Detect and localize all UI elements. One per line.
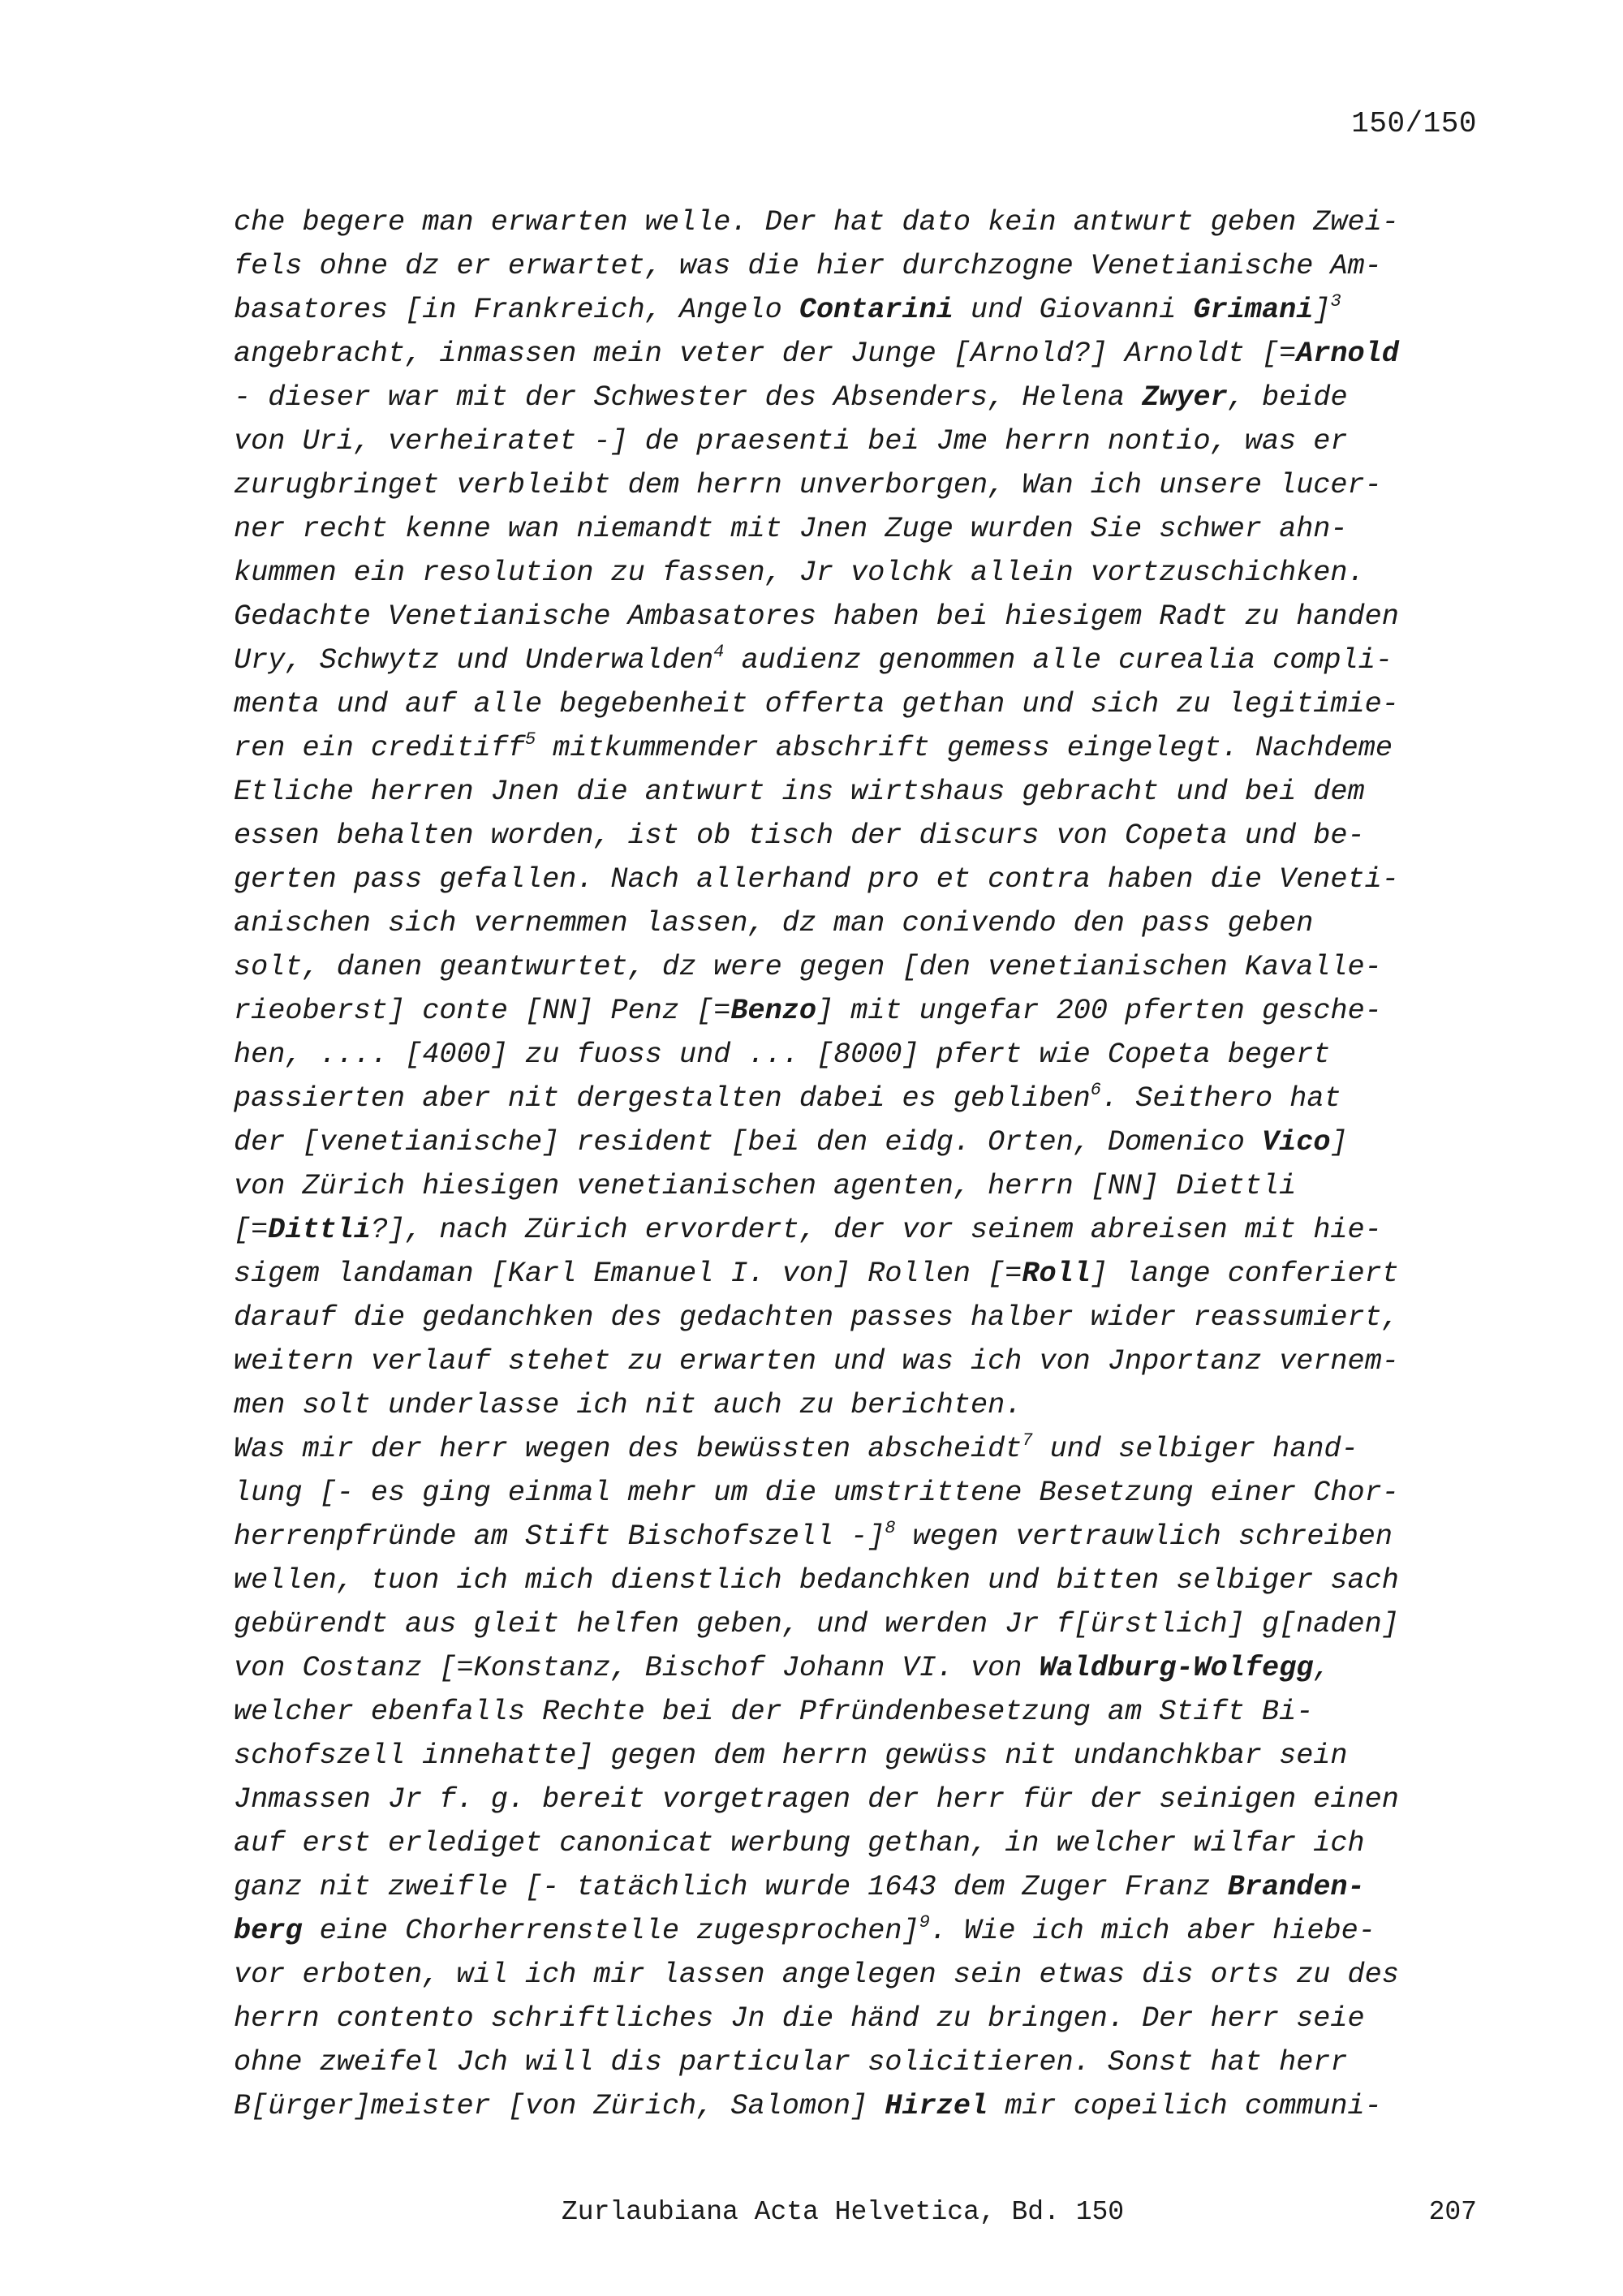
text-line [234,376,1483,419]
body-text [234,200,1483,2128]
text-segment: anischen sich vernemmen lassen, dz man conivendo den pass geben [234,907,1314,939]
text-line [234,419,1483,463]
text-line [234,726,1483,770]
text-line [234,1252,1483,1296]
text-segment: men solt underlasse ich nit auch zu berichten. [234,1389,1022,1421]
text-segment: herrenpfründe am Stift Bischofszell -] [234,1520,885,1553]
text-segment: vor erboten, wil ich mir lassen angelegen sein etwas dis orts zu des [234,1958,1399,1991]
text-segment: [= [234,1214,269,1246]
text-segment: schofszell innehatte] gegen dem herrn gewüss nit undanchkbar sein [234,1739,1348,1772]
text-segment: ] [1330,1126,1348,1159]
bold-name: Waldburg-Wolfegg [1039,1652,1314,1684]
text-line [234,244,1483,288]
text-line [234,1734,1483,1778]
text-segment: Etliche herren Jnen die antwurt ins wirtshaus gebracht und bei dem [234,776,1365,808]
text-line [234,858,1483,901]
text-segment: solt, danen geantwurtet, dz were gegen [den venetianischen Kavalle- [234,951,1382,983]
bold-name: Hirzel [885,2090,988,2122]
text-segment: Ury, Schwytz und Underwalden [234,644,714,677]
text-line [234,1865,1483,1909]
text-segment: ] [1313,294,1331,326]
text-segment: auf erst erlediget canonicat werbung gethan, in welcher wilfar ich [234,1827,1365,1860]
bold-name: Arnold [1296,338,1399,370]
text-line [234,638,1483,682]
bold-name: berg [234,1915,303,1947]
text-segment: herrn contento schriftliches Jn die händ zu bringen. Der herr seie [234,2002,1365,2035]
text-line [234,1471,1483,1515]
text-segment: welcher ebenfalls Rechte bei der Pfründenbesetzung am Stift Bi- [234,1696,1314,1728]
text-line [234,1778,1483,1821]
footnote-marker: 6 [1090,1080,1101,1100]
text-segment: zurugbringet verbleibt dem herrn unverborgen, Wan ich unsere lucer- [234,469,1382,501]
text-line [234,1427,1483,1471]
text-segment: menta und auf alle begebenheit offerta gethan und sich zu legitimie- [234,688,1399,720]
text-segment: sigem landaman [Karl Emanuel I. von] Rollen [= [234,1258,1022,1290]
text-segment: und Giovanni [953,294,1194,326]
text-segment: wegen vertrauwlich schreiben [895,1520,1393,1553]
text-segment: Was mir der herr wegen des bewüssten abscheidt [234,1433,1022,1465]
footnote-marker: 3 [1330,291,1341,312]
text-segment: ] mit ungefar 200 pferten gesche- [816,995,1382,1027]
text-line [234,1602,1483,1646]
text-line [234,463,1483,507]
text-segment: rieoberst] conte [NN] Penz [= [234,995,731,1027]
bold-name: Branden- [1227,1871,1365,1903]
page-counter: 150/150 [1351,107,1477,140]
text-line [234,200,1483,244]
text-segment: darauf die gedanchken des gedachten passes halber wider reassumiert, [234,1301,1399,1334]
text-line [234,288,1483,332]
text-line [234,2084,1483,2128]
text-line [234,901,1483,945]
text-line [234,1997,1483,2040]
text-line [234,989,1483,1033]
text-segment: weitern verlauf stehet zu erwarten und was ich von Jnportanz vernem- [234,1345,1399,1378]
text-segment: kummen ein resolution zu fassen, Jr volchk allein vortzuschichken. [234,557,1365,589]
text-segment: audienz genommen alle curealia compli- [724,644,1393,677]
text-line [234,2040,1483,2084]
bold-name: Dittli [268,1214,371,1246]
bold-name: Benzo [730,995,816,1027]
footnote-marker: 5 [524,729,536,750]
text-segment: mir copeilich communi- [988,2090,1382,2122]
footnote-marker: 8 [885,1518,896,1538]
text-line [234,1383,1483,1427]
text-segment: wellen, tuon ich mich dienstlich bedanchken und bitten selbiger sach [234,1564,1399,1597]
text-line [234,332,1483,376]
text-segment: , beide [1227,381,1348,414]
text-segment: , [1313,1652,1331,1684]
text-line [234,1164,1483,1208]
text-segment: hen, .... [4000] zu fuoss und ... [8000] pfert wie Copeta begert [234,1038,1331,1071]
bold-name: Grimani [1193,294,1314,326]
text-line [234,1953,1483,1997]
text-segment: der [venetianische] resident [bei den eidg. Orten, Domenico [234,1126,1262,1159]
text-segment: gebürendt aus gleit helfen geben, und werden Jr f[ürstlich] g[naden] [234,1608,1399,1640]
text-segment: gerten pass gefallen. Nach allerhand pro et contra haben die Veneti- [234,863,1399,896]
text-segment: - dieser war mit der Schwester des Absenders, Helena [234,381,1143,414]
text-segment: ohne zweifel Jch will dis particular solicitieren. Sonst hat herr [234,2046,1348,2079]
text-line [234,814,1483,858]
bold-name: Vico [1261,1126,1331,1159]
text-line [234,1821,1483,1865]
text-segment: mitkummender abschrift gemess eingelegt. Nachdeme [536,732,1393,764]
footer-page-number: 207 [1428,2197,1477,2227]
text-segment: und selbiger hand- [1032,1433,1358,1465]
text-segment: von Uri, verheiratet -] de praesenti bei Jme herrn nontio, was er [234,425,1348,458]
text-line [234,1296,1483,1339]
text-line [234,1559,1483,1602]
footnote-marker: 4 [713,642,725,662]
text-segment: ?], nach Zürich ervordert, der vor seinem abreisen mit hie- [370,1214,1382,1246]
footer-title: Zurlaubiana Acta Helvetica, Bd. 150 [562,2197,1125,2227]
text-segment: passierten aber nit dergestalten dabei es gebliben [234,1082,1091,1115]
text-segment: ] lange conferiert [1090,1258,1399,1290]
text-line [234,770,1483,814]
text-segment: . Wie ich mich aber hiebe- [929,1915,1375,1947]
text-segment: essen behalten worden, ist ob tisch der discurs von Copeta und be- [234,819,1365,852]
text-segment: eine Chorherrenstelle zugesprochen] [302,1915,919,1947]
text-line [234,595,1483,638]
text-segment: fels ohne dz er erwartet, was die hier durchzogne Venetianische Am- [234,250,1382,282]
text-segment: von Zürich hiesigen venetianischen agenten, herrn [NN] Diettli [234,1170,1297,1202]
text-segment: ganz nit zweifle [- tatächlich wurde 1643 dem Zuger Franz [234,1871,1228,1903]
text-line [234,1033,1483,1077]
text-segment: che begere man erwarten welle. Der hat dato kein antwurt geben Zwei- [234,206,1399,239]
text-segment: Gedachte Venetianische Ambasatores haben bei hiesigem Radt zu handen [234,600,1399,633]
bold-name: Roll [1022,1258,1091,1290]
text-line [234,1077,1483,1120]
text-line [234,945,1483,989]
text-line [234,1120,1483,1164]
text-line [234,1515,1483,1559]
text-segment: von Costanz [=Konstanz, Bischof Johann VI. von [234,1652,1040,1684]
bold-name: Zwyer [1142,381,1228,414]
text-segment: ren ein creditiff [234,732,525,764]
text-segment: Jnmassen Jr f. g. bereit vorgetragen der herr für der seinigen einen [234,1783,1399,1816]
text-segment: B[ürger]meister [von Zürich, Salomon] [234,2090,885,2122]
footnote-marker: 7 [1022,1430,1033,1451]
text-segment: basatores [in Frankreich, Angelo [234,294,799,326]
text-line [234,1208,1483,1252]
text-line [234,551,1483,595]
text-line [234,1646,1483,1690]
text-line [234,1690,1483,1734]
text-line [234,1339,1483,1383]
text-segment: angebracht, inmassen mein veter der Junge [Arnold?] Arnoldt [= [234,338,1297,370]
text-line [234,1909,1483,1953]
text-segment: ner recht kenne wan niemandt mit Jnen Zuge wurden Sie schwer ahn- [234,513,1348,545]
text-segment: lung [- es ging einmal mehr um die umstrittene Besetzung einer Chor- [234,1477,1399,1509]
footnote-marker: 9 [919,1912,930,1933]
text-segment: . Seithero hat [1101,1082,1341,1115]
bold-name: Contarini [799,294,954,326]
text-line [234,507,1483,551]
text-line [234,682,1483,726]
